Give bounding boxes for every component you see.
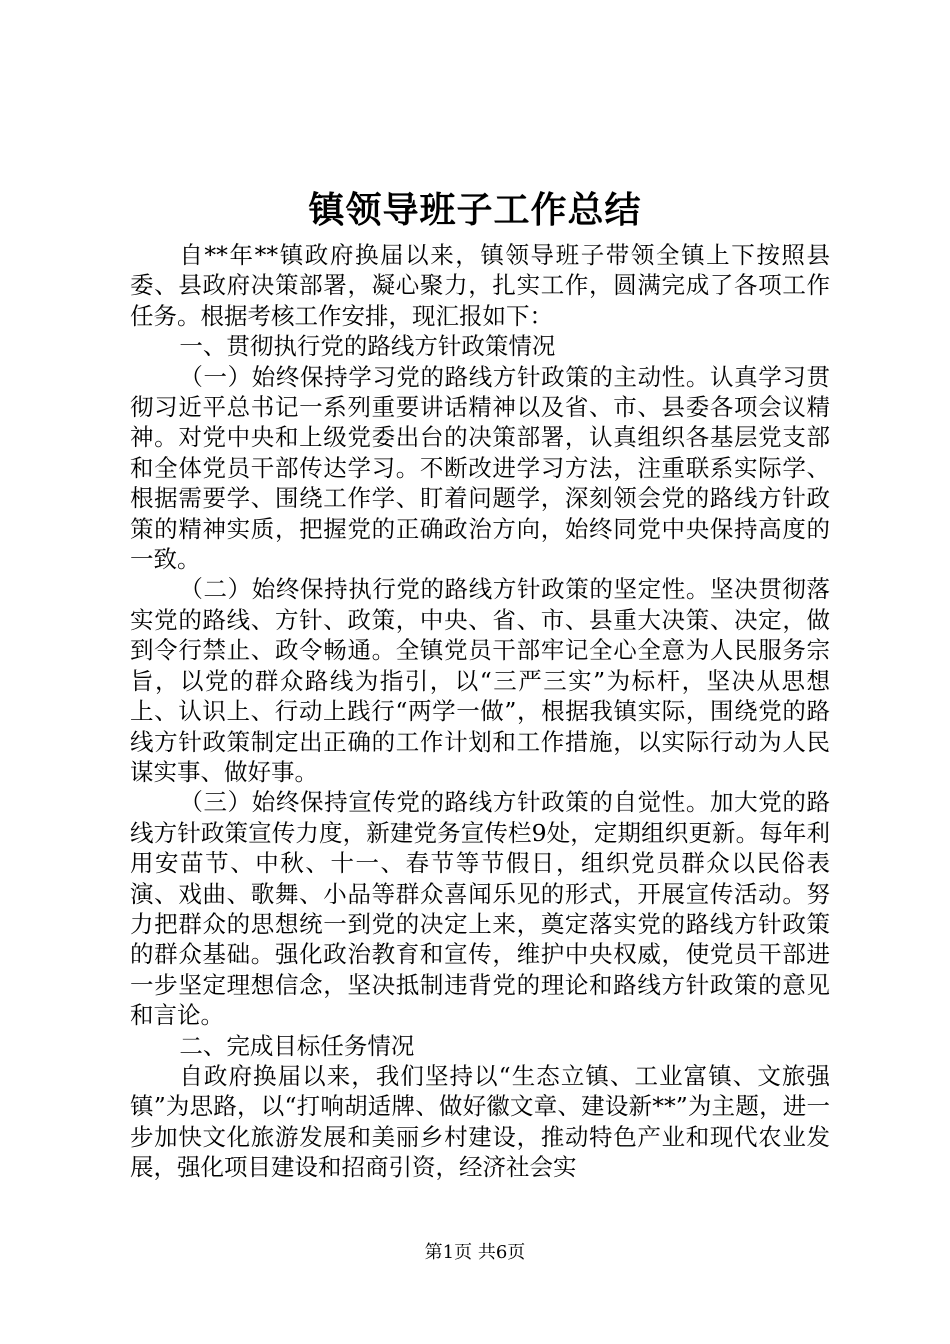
section-heading-1: 一、贯彻执行党的路线方针政策情况 (179, 332, 556, 361)
paragraph-2-1: 自政府换届以来，我们坚持以“生态立镇、工业富镇、文旅强镇”为思路，以“打响胡适牌、做好徽文章、建设新**”为主题，进一步加快文化旅游发展和美丽乡村建设，推动特色产业和现代农业发展，强化项目建设和招商引资，经济社会实 (130, 1061, 830, 1182)
intro-paragraph: 自**年**镇政府换届以来，镇领导班子带领全镇上下按照县委、县政府决策部署，凝心聚力，扎实工作，圆满完成了各项工作任务。根据考核工作安排，现汇报如下： (130, 241, 830, 330)
page-footer: 第1页 共6页 (424, 1242, 526, 1263)
document-body (130, 240, 830, 1183)
paragraph-1-3: （三）始终保持宣传党的路线方针政策的自觉性。加大党的路线方针政策宣传力度，新建党务宣传栏9处，定期组织更新。每年利用安苗节、中秋、十一、春节等节假日，组织党员群众以民俗表演、戏曲、歌舞、小品等群众喜闻乐见的形式，开展宣传活动。努力把群众的思想统一到党的决定上来，奠定落实党的路线方针政策的群众基础。强化政治教育和宣传，维护中央权威，使党员干部进一步坚定理想信念，坚决抵制违背党的理论和路线方针政策的意见和言论。 (130, 788, 830, 1030)
document-title: 镇领导班子工作总结 (308, 189, 642, 231)
paragraph-1-2: （二）始终保持执行党的路线方针政策的坚定性。坚决贯彻落实党的路线、方针、政策，中央、省、市、县重大决策、决定，做到令行禁止、政令畅通。全镇党员干部牢记全心全意为人民服务宗旨，以党的群众路线为指引，以“三严三实”为标杆，坚决从思想上、认识上、行动上践行“两学一做”，根据我镇实际，围绕党的路线方针政策制定出正确的工作计划和工作措施，以实际行动为人民谋实事、做好事。 (130, 575, 830, 786)
section-heading-2: 二、完成目标任务情况 (179, 1031, 415, 1060)
paragraph-1-1: （一）始终保持学习党的路线方针政策的主动性。认真学习贯彻习近平总书记一系列重要讲话精神以及省、市、县委各项会议精神。对党中央和上级党委出台的决策部署，认真组织各基层党支部和全体党员干部传达学习。不断改进学习方法，注重联系实际学、根据需要学、围绕工作学、盯着问题学，深刻领会党的路线方针政策的精神实质，把握党的正确政治方向，始终同党中央保持高度的一致。 (130, 362, 830, 574)
